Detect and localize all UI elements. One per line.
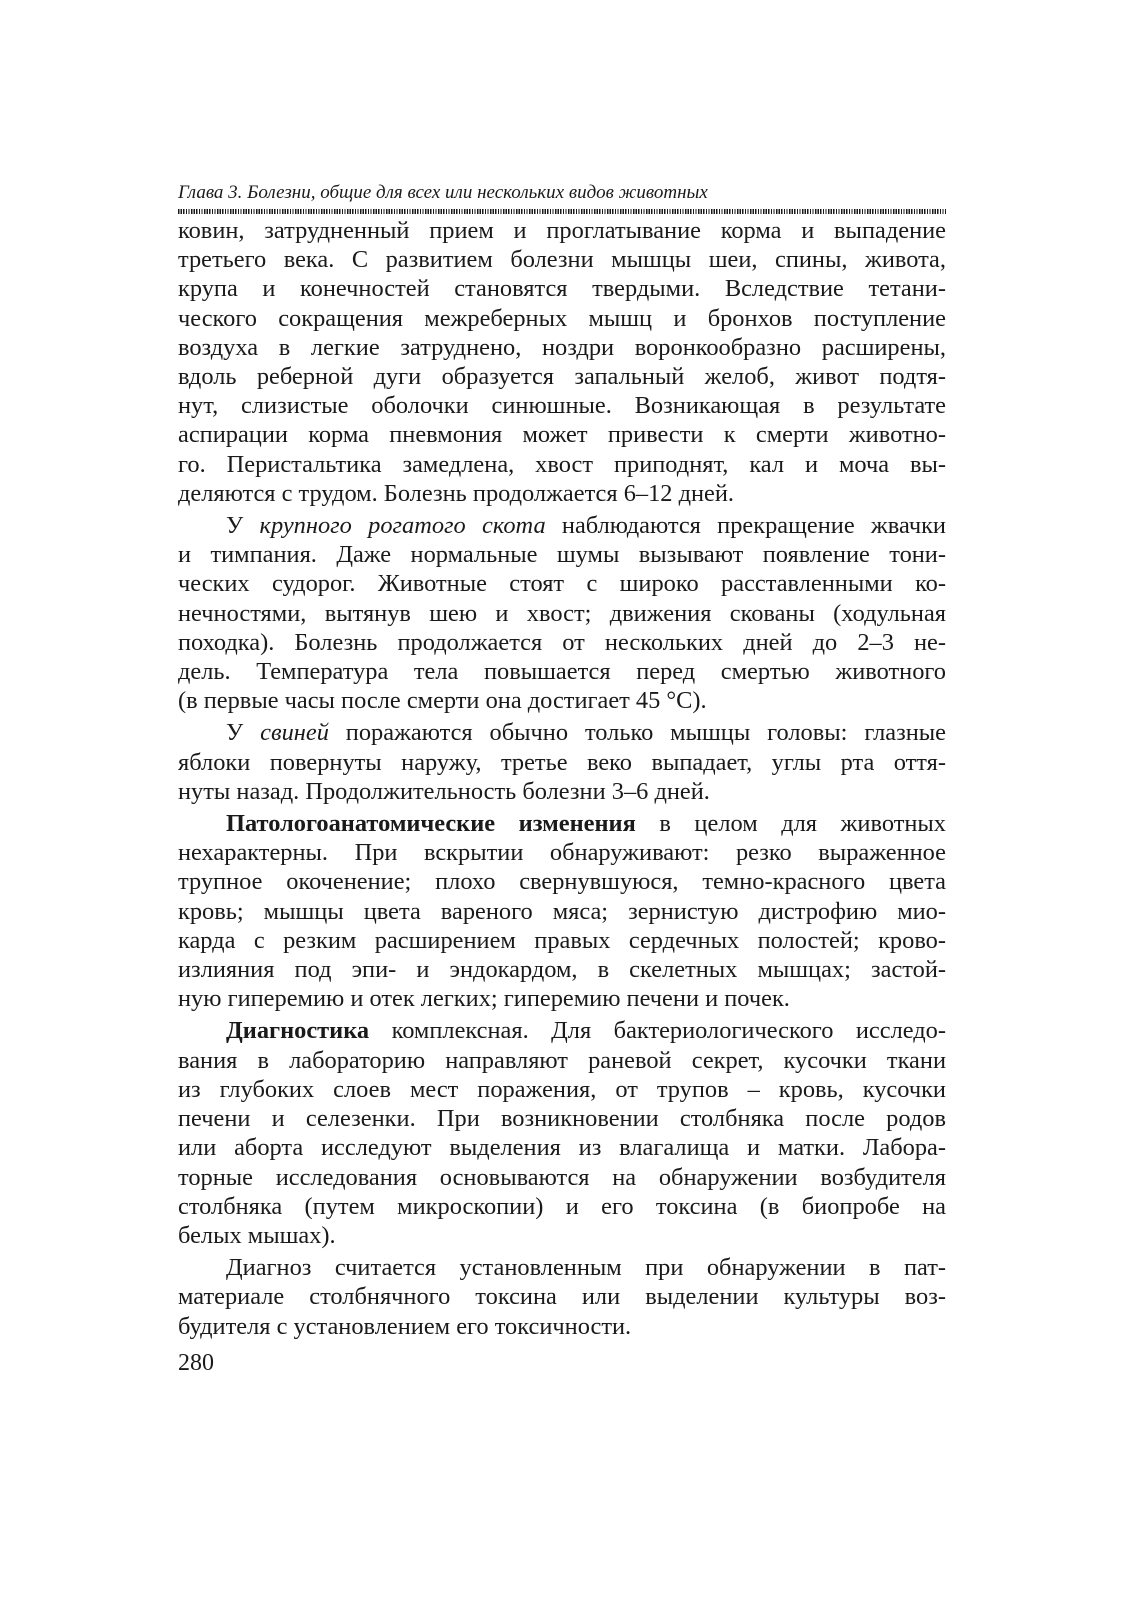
text-line: вдоль реберной дуги образуется запальный желоб, живот подтя-: [178, 363, 946, 391]
text-line: воздуха в легкие затруднено, ноздри воронкообразно расширены,: [178, 333, 946, 361]
text-line: дель. Температура тела повышается перед смертью животного: [178, 658, 946, 686]
text-line: нут, слизистые оболочки синюшные. Возникающая в результате: [178, 392, 946, 420]
page-number: 280: [178, 1350, 214, 1376]
section-term: Патологоанатомические изменения: [226, 810, 636, 838]
text-line: деляются с трудом. Болезнь продолжается 6–12 дней.: [178, 479, 735, 507]
text-line: [178, 809, 946, 838]
text-line: го. Перистальтика замедлена, хвост приподнят, кал и моча вы-: [178, 450, 946, 478]
text-run: комплексная. Для бактериологического исследо-: [369, 1017, 946, 1045]
text-line: крупа и конечностей становятся твердыми. Вследствие тетани-: [178, 275, 946, 303]
text-line: кровь; мышцы цвета вареного мяса; зернистую дистрофию мио-: [178, 897, 946, 925]
text-line: нечностями, вытянув шею и хвост; движения скованы (ходульная: [178, 599, 946, 627]
text-line: печени и селезенки. При возникновении столбняка после родов: [178, 1105, 946, 1133]
section-term: Диагностика: [226, 1017, 370, 1045]
text-line: из глубоких слоев мест поражения, от трупов – кровь, кусочки: [178, 1075, 946, 1103]
text-line: карда с резким расширением правых сердечных полостей; крово-: [178, 926, 946, 954]
text-line: будителя с установлением его токсичности.: [178, 1312, 632, 1340]
species-term: свиней: [260, 719, 329, 747]
text-line: ческого сокращения межреберных мышц и бронхов поступление: [178, 304, 946, 332]
body-text: [178, 216, 946, 1341]
paragraph-continuation: [178, 216, 946, 508]
text-line: ную гиперемию и отек легких; гиперемию печени и почек.: [178, 985, 790, 1013]
text-line: излияния под эпи- и эндокардом, в скелетных мышцах; застой-: [178, 956, 946, 984]
text-line: яблоки повернуты наружу, третье веко выпадает, углы рта оття-: [178, 748, 946, 776]
text-line: вания в лабораторию направляют раневой секрет, кусочки ткани: [178, 1046, 946, 1074]
paragraph-pigs: [178, 718, 946, 806]
text-line: походка). Болезнь продолжается от нескольких дней до 2–3 не-: [178, 628, 946, 656]
text-line: или аборта исследуют выделения из влагалища и матки. Лабора-: [178, 1134, 946, 1162]
text-line: [178, 511, 946, 540]
text-line: и тимпания. Даже нормальные шумы вызывают появление тони-: [178, 541, 946, 569]
species-term: крупного рогатого скота: [259, 512, 546, 540]
text-line: белых мышах).: [178, 1221, 336, 1249]
text-line: аспирации корма пневмония может привести к смерти животно-: [178, 421, 946, 449]
text-run: наблюдаются прекращение жвачки: [545, 512, 946, 540]
text-line: материале столбнячного токсина или выделении культуры воз-: [178, 1283, 946, 1311]
text-run: У: [226, 719, 261, 747]
text-line: (в первые часы после смерти она достигает 45 °С).: [178, 687, 707, 715]
text-run: поражаются обычно только мышцы головы: глазные: [328, 719, 946, 747]
header-rule: [178, 209, 946, 214]
page-content: [178, 180, 946, 1341]
text-line: ческих судорог. Животные стоят с широко расставленными ко-: [178, 570, 946, 598]
text-line: торные исследования основываются на обнаружении возбудителя: [178, 1163, 946, 1191]
text-run: У: [226, 512, 260, 540]
paragraph-cattle: [178, 511, 946, 715]
text-line: третьего века. С развитием болезни мышцы шеи, спины, живота,: [178, 246, 946, 274]
paragraph-diagnosis: [178, 1253, 946, 1341]
text-line: [178, 1016, 946, 1045]
text-line: трупное окоченение; плохо свернувшуюся, темно-красного цвета: [178, 868, 946, 896]
text-line: столбняка (путем микроскопии) и его токсина (в биопробе на: [178, 1192, 946, 1220]
text-line: Диагноз считается установленным при обнаружении в пат-: [226, 1254, 946, 1282]
paragraph-diagnostics: [178, 1016, 946, 1250]
text-run: в целом для животных: [635, 810, 946, 838]
text-line: [178, 718, 946, 747]
text-line: нуты назад. Продолжительность болезни 3–6 дней.: [178, 777, 710, 805]
text-line: ковин, затрудненный прием и проглатывание корма и выпадение: [178, 217, 946, 244]
text-line: нехарактерны. При вскрытии обнаруживают: резко выраженное: [178, 839, 946, 867]
running-head: Глава 3. Болезни, общие для всех или нескольких видов животных: [178, 182, 708, 203]
paragraph-pathology: [178, 809, 946, 1013]
